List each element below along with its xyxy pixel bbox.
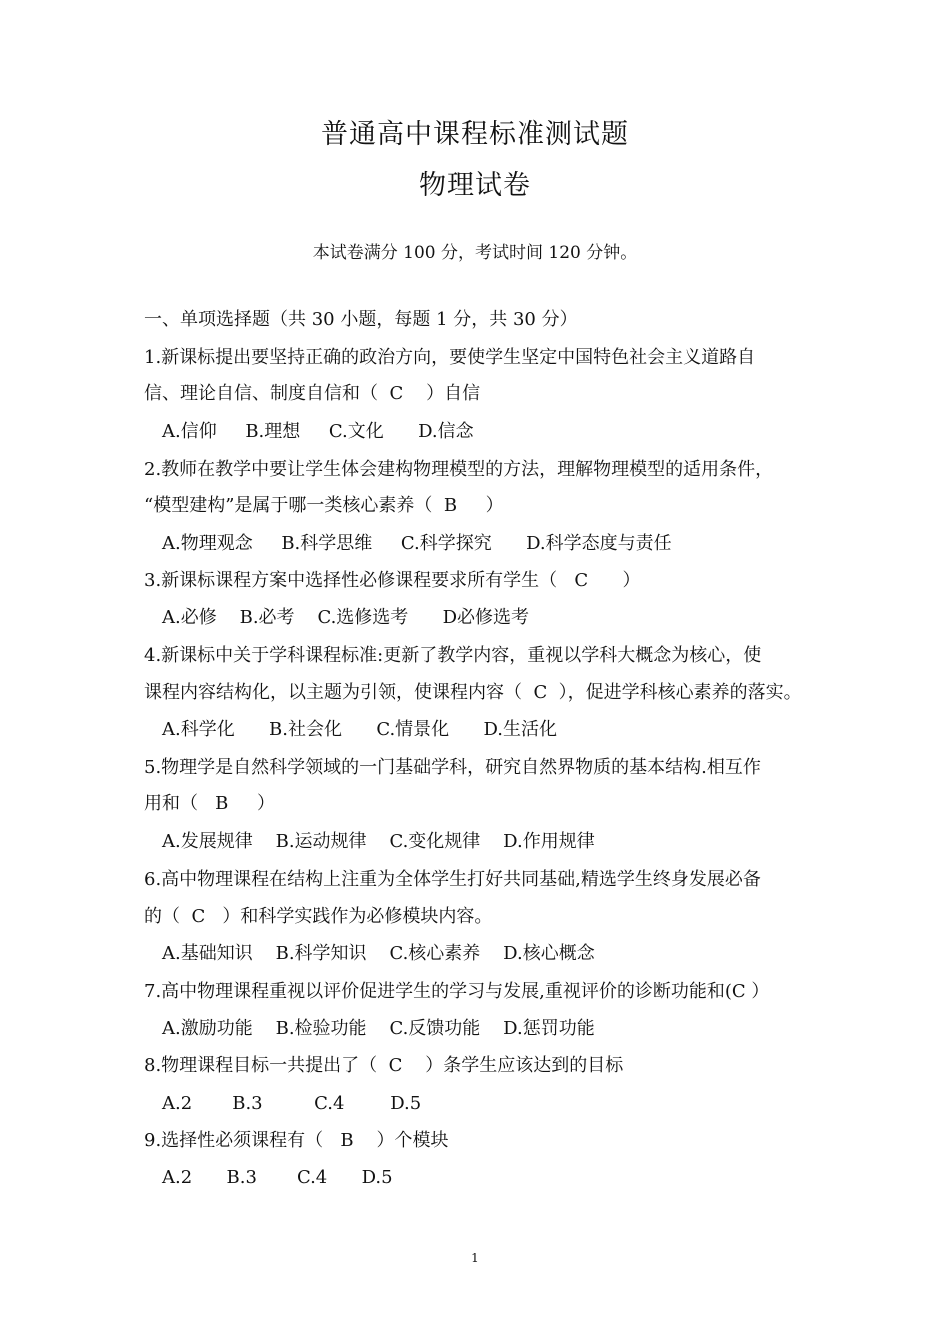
question-1-options: A.信仰 B.理想 C.文化 D.信念: [162, 421, 474, 442]
question-3-line-1: 3.新课标课程方案中选择性必修课程要求所有学生（ C ）: [144, 570, 641, 591]
question-6-options: A.基础知识 B.科学知识 C.核心素养 D.核心概念: [162, 943, 595, 964]
question-2-line-2: “模型建构”是属于哪一类核心素养（ B ）: [144, 495, 504, 516]
question-2-line-1: 2.教师在教学中要让学生体会建构物理模型的方法，理解物理模型的适用条件，: [144, 459, 774, 480]
question-6-line-1: 6.高中物理课程在结构上注重为全体学生打好共同基础,精选学生终身发展必备: [144, 869, 761, 890]
section-heading: 一、单项选择题（共 30 小题，每题 1 分，共 30 分）: [144, 309, 578, 330]
question-9-line-1: 9.选择性必须课程有（ B ）个模块: [144, 1130, 449, 1151]
question-2-options: A.物理观念 B.科学思维 C.科学探究 D.科学态度与责任: [162, 533, 672, 554]
question-8-line-1: 8.物理课程目标一共提出了（ C ）条学生应该达到的目标: [144, 1055, 624, 1076]
question-5-line-1: 5.物理学是自然科学领域的一门基础学科，研究自然界物质的基本结构.相互作: [144, 757, 761, 778]
question-8-options: A.2 B.3 C.4 D.5: [162, 1093, 422, 1114]
question-1-line-1: 1.新课标提出要坚持正确的政治方向，要使学生坚定中国特色社会主义道路自: [144, 347, 756, 368]
question-7-options: A.激励功能 B.检验功能 C.反馈功能 D.惩罚功能: [162, 1018, 595, 1039]
page-number: 1: [471, 1251, 479, 1265]
exam-intro: 本试卷满分 100 分，考试时间 120 分钟。: [312, 243, 638, 263]
question-5-line-2: 用和（ B ）: [144, 793, 276, 814]
question-5-options: A.发展规律 B.运动规律 C.变化规律 D.作用规律: [162, 831, 595, 852]
question-9-options: A.2 B.3 C.4 D.5: [162, 1167, 393, 1188]
question-4-line-2: 课程内容结构化，以主题为引领，使课程内容（ C ），促进学科核心素养的落实。: [144, 682, 802, 703]
question-6-line-2: 的（ C ）和科学实践作为必修模块内容。: [144, 906, 493, 927]
question-1-line-2: 信、理论自信、制度自信和（ C ）自信: [144, 383, 481, 404]
page-title: 普通高中课程标准测试题: [321, 119, 629, 150]
question-3-options: A.必修 B.必考 C.选修选考 D必修选考: [162, 607, 530, 628]
question-4-line-1: 4.新课标中关于学科课程标准:更新了教学内容，重视以学科大概念为核心，使: [144, 645, 762, 666]
question-4-options: A.科学化 B.社会化 C.情景化 D.生活化: [162, 719, 558, 740]
page-subtitle: 物理试卷: [419, 170, 531, 201]
question-7-line-1: 7.高中物理课程重视以评价促进学生的学习与发展,重视评价的诊断功能和(C ）: [144, 981, 770, 1002]
